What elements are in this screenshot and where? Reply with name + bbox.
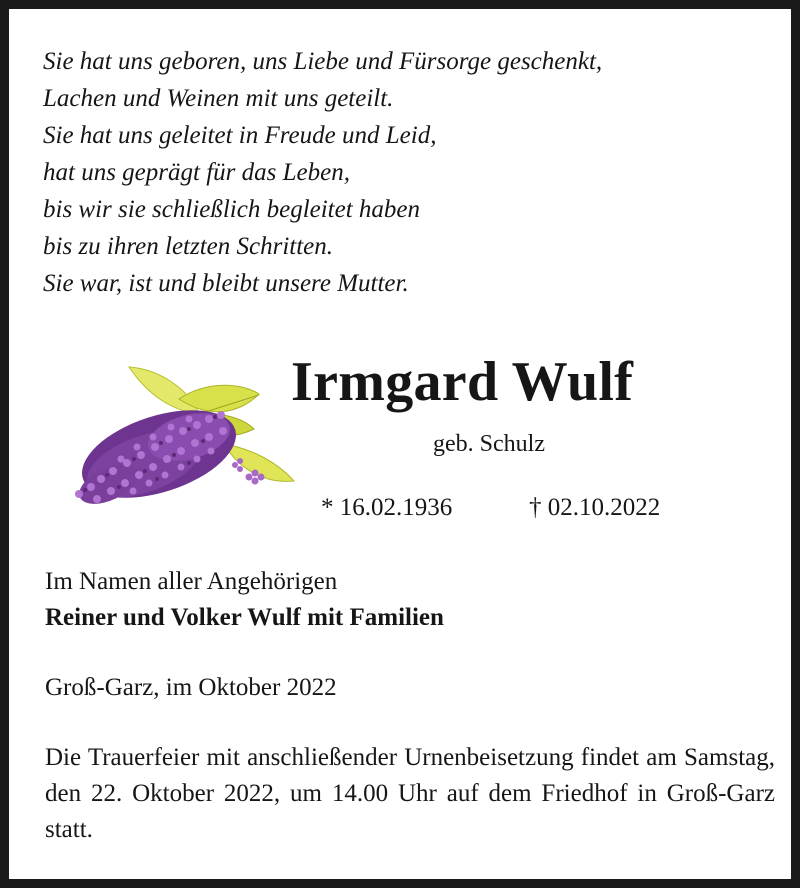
poem [43,43,763,302]
poem-line: Sie hat uns geboren, uns Liebe und Fürsorge geschenkt, [43,48,603,75]
poem-line: Sie war, ist und bleibt unsere Mutter. [43,270,409,297]
maiden-name: geb. Schulz [433,431,545,457]
poem-line: bis wir sie schließlich begleitet haben [43,196,421,223]
mourners-names: Reiner und Volker Wulf mit Familien [45,604,444,631]
mourners-intro: Im Namen aller Angehörigen [45,568,338,595]
birth-date: * 16.02.1936 [321,494,453,521]
place-date: Groß-Garz, im Oktober 2022 [45,674,337,701]
poem-line: Sie hat uns geleitet in Freude und Leid, [43,122,437,149]
lilac-flower-icon [49,359,299,519]
poem-line: Lachen und Weinen mit uns geteilt. [43,85,394,112]
death-date: † 02.10.2022 [529,494,661,521]
poem-line: hat uns geprägt für das Leben, [43,159,350,186]
funeral-notice: Die Trauerfeier mit anschließender Urnenbeisetzung findet am Samstag, den 22. Oktober 2022, um 14.00 Uhr auf dem Friedhof in Groß-Garz statt. [45,744,775,843]
poem-line: bis zu ihren letzten Schritten. [43,233,334,260]
deceased-name: Irmgard Wulf [291,351,634,413]
